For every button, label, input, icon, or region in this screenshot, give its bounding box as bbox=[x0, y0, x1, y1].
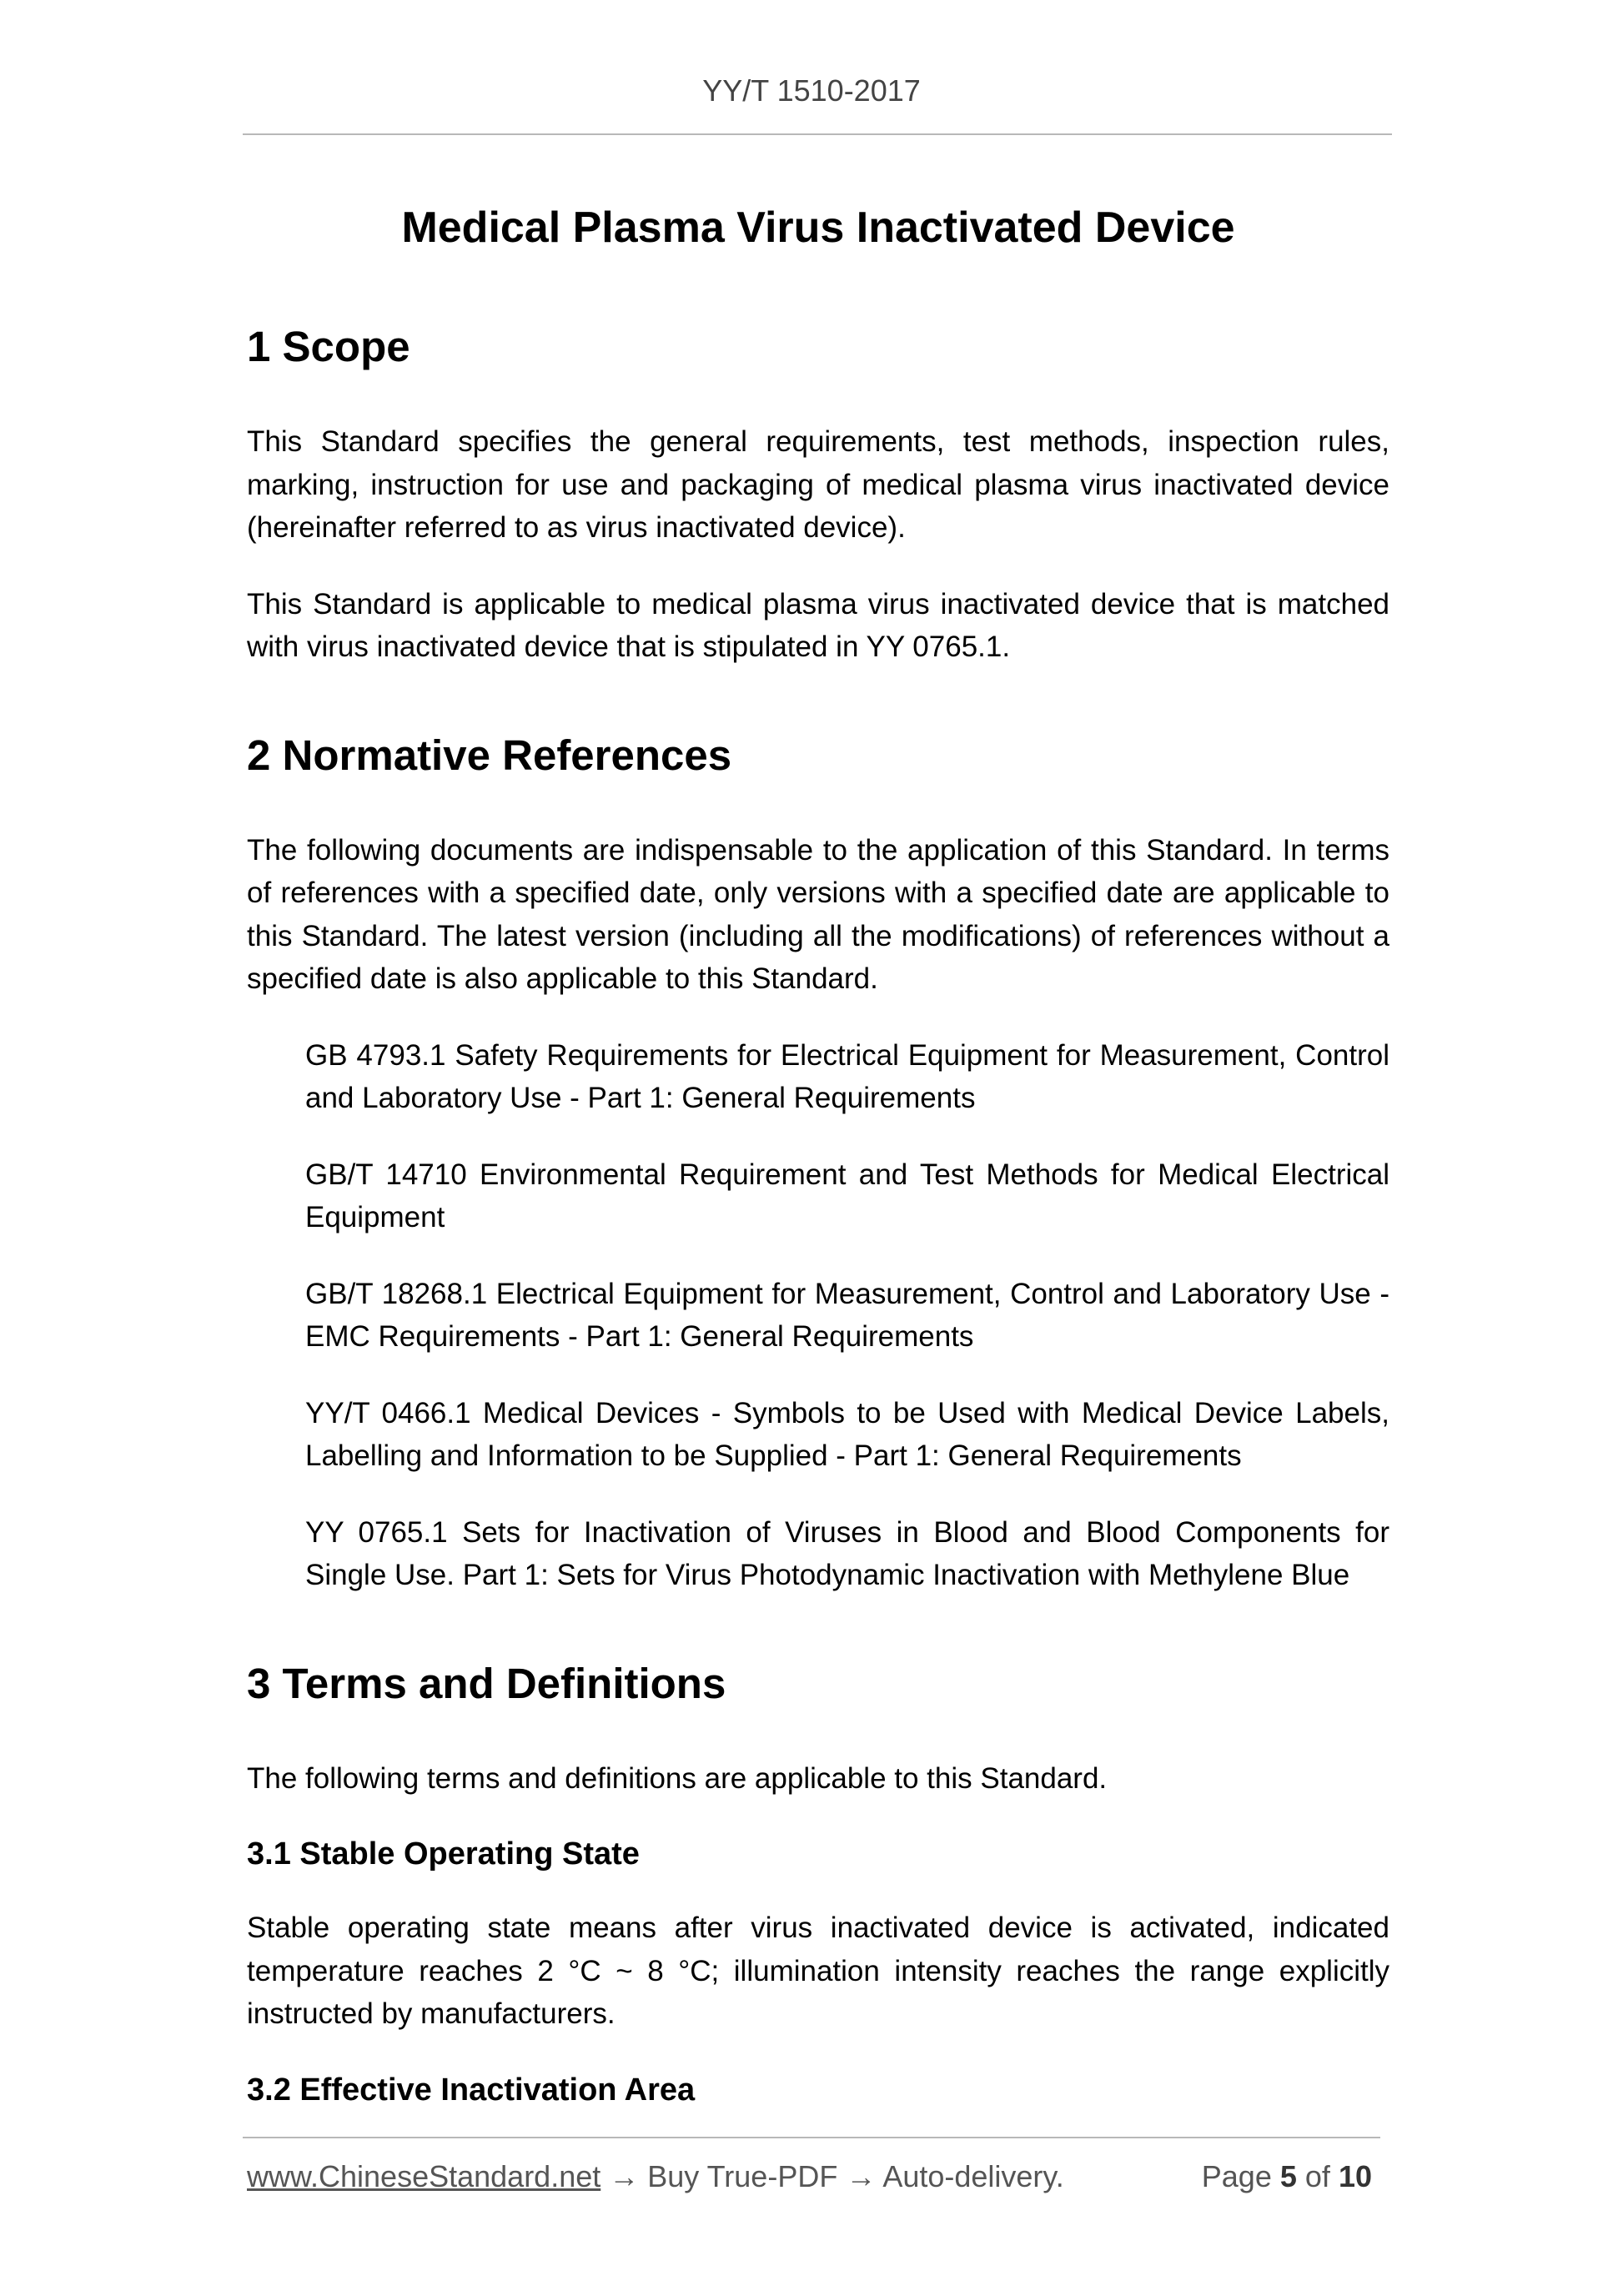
page-of-label: of bbox=[1304, 2159, 1330, 2193]
reference-list bbox=[247, 1034, 1389, 1597]
footer-tagline: → Buy True-PDF → Auto-delivery. bbox=[600, 2159, 1064, 2193]
reference-item: GB/T 18268.1 Electrical Equipment for Measurement, Control and Laboratory Use - EMC Requirements - Part 1: General Requirements bbox=[305, 1277, 1389, 1353]
section-normative-heading: 2 Normative References bbox=[247, 731, 732, 779]
site-link[interactable]: www.ChineseStandard.net bbox=[247, 2159, 601, 2193]
normative-paragraph: The following documents are indispensable to the application of this Standard. In terms of references with a specified date, only versions with a specified date are applicable to this Standard. The latest version (including all the modifications) of references without a specified date is also applicable to this Standard. bbox=[247, 833, 1389, 995]
terms-paragraph: The following terms and definitions are applicable to this Standard. bbox=[247, 1761, 1108, 1795]
subsection-effective-inactivation-area-heading: 3.2 Effective Inactivation Area bbox=[247, 2072, 696, 2108]
page-label: Page bbox=[1201, 2159, 1272, 2193]
reference-item: YY/T 0466.1 Medical Devices - Symbols to be Used with Medical Device Labels, Labelling and Information to be Supplied - Part 1: General Requirements bbox=[305, 1396, 1389, 1472]
page-current: 5 bbox=[1279, 2159, 1297, 2193]
stable-operating-state-paragraph: Stable operating state means after virus inactivated device is activated, indicated temperature reaches 2 °C ~ 8 °C; illumination intensity reaches the range explicitly instructed by manufacturers. bbox=[247, 1912, 1389, 2030]
document-title: Medical Plasma Virus Inactivated Device bbox=[401, 203, 1235, 252]
reference-item: GB/T 14710 Environmental Requirement and Test Methods for Medical Electrical Equipment bbox=[305, 1158, 1389, 1233]
scope-paragraph-1: This Standard specifies the general requirements, test methods, inspection rules, marking, instruction for use and packaging of medical plasma virus inactivated device (hereinafter referred to as virus inactivated device). bbox=[247, 425, 1389, 544]
section-terms-heading: 3 Terms and Definitions bbox=[247, 1659, 726, 1707]
document-body bbox=[247, 200, 1389, 2143]
footer-divider bbox=[243, 2137, 1380, 2138]
subsection-stable-operating-state-heading: 3.1 Stable Operating State bbox=[247, 1836, 640, 1871]
header-divider bbox=[243, 133, 1392, 135]
reference-item: GB 4793.1 Safety Requirements for Electrical Equipment for Measurement, Control and Laboratory Use - Part 1: General Requirements bbox=[305, 1038, 1389, 1114]
scope-paragraph-2: This Standard is applicable to medical plasma virus inactivated device that is matched with virus inactivated device that is stipulated in YY 0765.1. bbox=[247, 587, 1389, 663]
document-code-header: YY/T 1510-2017 bbox=[702, 73, 921, 108]
page-indicator bbox=[1202, 2156, 1372, 2198]
reference-item: YY 0765.1 Sets for Inactivation of Viruses in Blood and Blood Components for Single Use. Part 1: Sets for Virus Photodynamic Inactivation with Methylene Blue bbox=[305, 1515, 1389, 1591]
page-total: 10 bbox=[1338, 2159, 1372, 2193]
section-scope-heading: 1 Scope bbox=[247, 323, 410, 370]
page-footer bbox=[247, 2156, 1386, 2198]
